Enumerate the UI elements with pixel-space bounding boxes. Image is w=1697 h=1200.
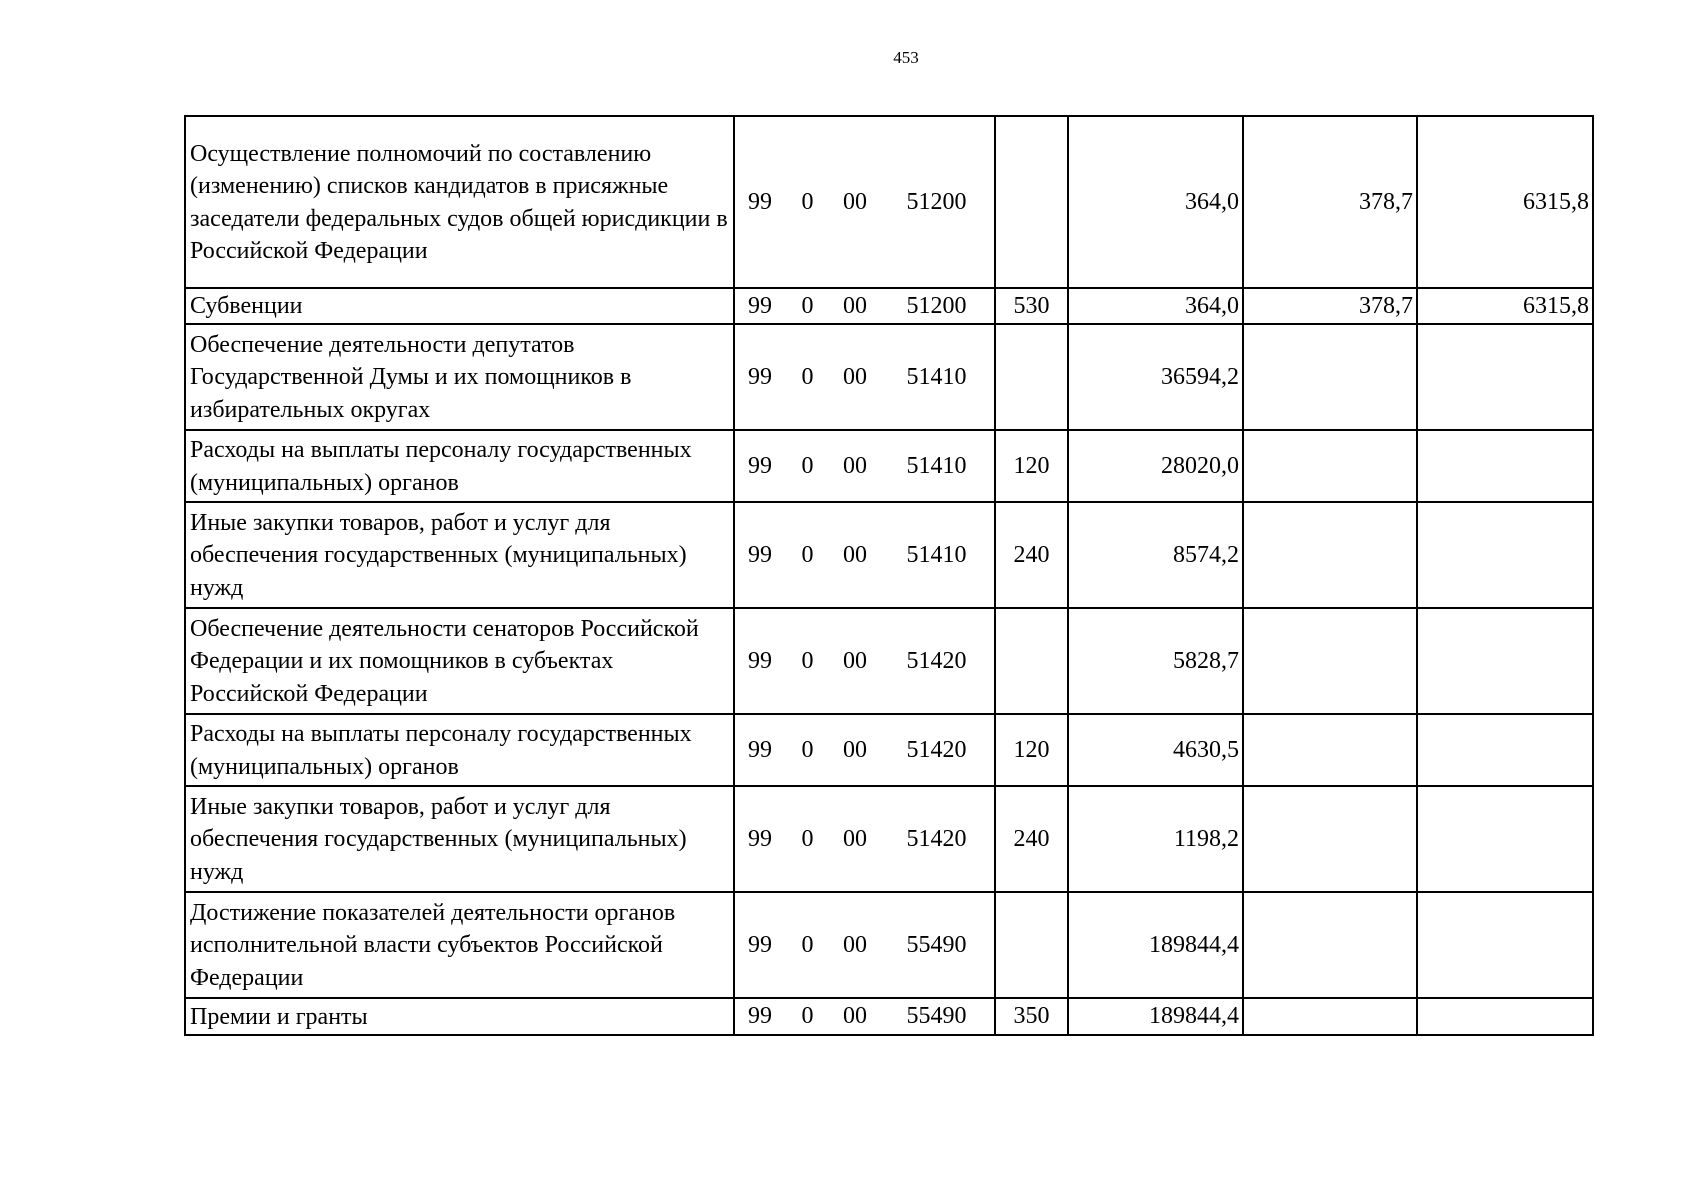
expense-type-code: 120 bbox=[995, 430, 1068, 502]
amount-year-3 bbox=[1417, 714, 1593, 786]
amount-year-1: 364,0 bbox=[1068, 116, 1243, 288]
amount-year-1: 28020,0 bbox=[1068, 430, 1243, 502]
amount-year-3 bbox=[1417, 502, 1593, 608]
table-row bbox=[185, 786, 1593, 892]
table-row bbox=[185, 430, 1593, 502]
code-program: 99 bbox=[748, 188, 772, 215]
expense-type-code bbox=[995, 324, 1068, 430]
code-subprogram: 0 bbox=[801, 541, 814, 568]
table-row bbox=[185, 502, 1593, 608]
code-number: 51200 bbox=[906, 292, 967, 319]
code-subprogram: 0 bbox=[801, 931, 814, 958]
amount-year-1: 4630,5 bbox=[1068, 714, 1243, 786]
amount-year-1: 8574,2 bbox=[1068, 502, 1243, 608]
amount-year-2 bbox=[1243, 714, 1417, 786]
code-program: 99 bbox=[748, 825, 772, 852]
code-direction: 00 bbox=[843, 188, 867, 215]
amount-year-2 bbox=[1243, 608, 1417, 714]
row-name: Расходы на выплаты персоналу государственных (муниципальных) органов bbox=[185, 430, 734, 502]
page-number: 453 bbox=[893, 48, 919, 67]
code-program: 99 bbox=[748, 292, 772, 319]
table-row bbox=[185, 998, 1593, 1035]
amount-year-3 bbox=[1417, 324, 1593, 430]
target-article-code bbox=[734, 324, 995, 430]
amount-year-2 bbox=[1243, 786, 1417, 892]
amount-year-3 bbox=[1417, 608, 1593, 714]
expense-type-code: 350 bbox=[995, 998, 1068, 1035]
code-direction: 00 bbox=[843, 292, 867, 319]
table-row bbox=[185, 324, 1593, 430]
code-number: 51410 bbox=[906, 363, 967, 390]
row-name: Обеспечение деятельности сенаторов Российской Федерации и их помощников в субъектах Российской Федерации bbox=[185, 608, 734, 714]
code-number: 51410 bbox=[906, 452, 967, 479]
amount-year-2 bbox=[1243, 998, 1417, 1035]
amount-year-2 bbox=[1243, 502, 1417, 608]
code-number: 51200 bbox=[906, 188, 967, 215]
target-article-code bbox=[734, 502, 995, 608]
table-row bbox=[185, 714, 1593, 786]
amount-year-2: 378,7 bbox=[1243, 288, 1417, 324]
row-name: Достижение показателей деятельности органов исполнительной власти субъектов Российской Федерации bbox=[185, 892, 734, 998]
code-subprogram: 0 bbox=[801, 1003, 814, 1030]
target-article-code bbox=[734, 714, 995, 786]
code-direction: 00 bbox=[843, 1003, 867, 1030]
code-program: 99 bbox=[748, 931, 772, 958]
amount-year-1: 189844,4 bbox=[1068, 892, 1243, 998]
amount-year-3: 6315,8 bbox=[1417, 288, 1593, 324]
row-name: Премии и гранты bbox=[185, 998, 734, 1035]
target-article-code bbox=[734, 786, 995, 892]
row-name: Осуществление полномочий по составлению (изменению) списков кандидатов в присяжные заседатели федеральных судов общей юрисдикции в Российской Федерации bbox=[185, 116, 734, 288]
code-number: 51420 bbox=[906, 736, 967, 763]
code-number: 55490 bbox=[906, 931, 967, 958]
code-number: 51420 bbox=[906, 647, 967, 674]
amount-year-2 bbox=[1243, 430, 1417, 502]
expense-type-code: 120 bbox=[995, 714, 1068, 786]
table-row bbox=[185, 892, 1593, 998]
code-program: 99 bbox=[748, 736, 772, 763]
code-program: 99 bbox=[748, 363, 772, 390]
code-subprogram: 0 bbox=[801, 363, 814, 390]
budget-table bbox=[184, 115, 1594, 1036]
amount-year-2 bbox=[1243, 892, 1417, 998]
code-direction: 00 bbox=[843, 931, 867, 958]
target-article-code bbox=[734, 288, 995, 324]
expense-type-code: 240 bbox=[995, 786, 1068, 892]
amount-year-3 bbox=[1417, 892, 1593, 998]
code-direction: 00 bbox=[843, 825, 867, 852]
code-direction: 00 bbox=[843, 647, 867, 674]
code-subprogram: 0 bbox=[801, 647, 814, 674]
expense-type-code: 240 bbox=[995, 502, 1068, 608]
row-name: Иные закупки товаров, работ и услуг для обеспечения государственных (муниципальных) нужд bbox=[185, 786, 734, 892]
code-direction: 00 bbox=[843, 541, 867, 568]
target-article-code bbox=[734, 892, 995, 998]
table-row bbox=[185, 608, 1593, 714]
target-article-code bbox=[734, 116, 995, 288]
amount-year-2 bbox=[1243, 324, 1417, 430]
code-direction: 00 bbox=[843, 452, 867, 479]
row-name: Обеспечение деятельности депутатов Государственной Думы и их помощников в избирательных округах bbox=[185, 324, 734, 430]
amount-year-1: 189844,4 bbox=[1068, 998, 1243, 1035]
code-subprogram: 0 bbox=[801, 736, 814, 763]
amount-year-3 bbox=[1417, 998, 1593, 1035]
amount-year-2: 378,7 bbox=[1243, 116, 1417, 288]
code-subprogram: 0 bbox=[801, 825, 814, 852]
expense-type-code bbox=[995, 892, 1068, 998]
code-program: 99 bbox=[748, 647, 772, 674]
code-number: 55490 bbox=[906, 1003, 967, 1030]
amount-year-1: 1198,2 bbox=[1068, 786, 1243, 892]
amount-year-3: 6315,8 bbox=[1417, 116, 1593, 288]
row-name: Иные закупки товаров, работ и услуг для обеспечения государственных (муниципальных) нужд bbox=[185, 502, 734, 608]
amount-year-3 bbox=[1417, 430, 1593, 502]
target-article-code bbox=[734, 608, 995, 714]
code-direction: 00 bbox=[843, 363, 867, 390]
table-row bbox=[185, 116, 1593, 288]
code-subprogram: 0 bbox=[801, 452, 814, 479]
expense-type-code: 530 bbox=[995, 288, 1068, 324]
code-subprogram: 0 bbox=[801, 292, 814, 319]
amount-year-3 bbox=[1417, 786, 1593, 892]
code-program: 99 bbox=[748, 541, 772, 568]
row-name: Субвенции bbox=[185, 288, 734, 324]
code-subprogram: 0 bbox=[801, 188, 814, 215]
table-row bbox=[185, 288, 1593, 324]
code-program: 99 bbox=[748, 1003, 772, 1030]
code-number: 51420 bbox=[906, 825, 967, 852]
expense-type-code bbox=[995, 116, 1068, 288]
code-number: 51410 bbox=[906, 541, 967, 568]
amount-year-1: 36594,2 bbox=[1068, 324, 1243, 430]
target-article-code bbox=[734, 998, 995, 1035]
amount-year-1: 5828,7 bbox=[1068, 608, 1243, 714]
code-direction: 00 bbox=[843, 736, 867, 763]
expense-type-code bbox=[995, 608, 1068, 714]
code-program: 99 bbox=[748, 452, 772, 479]
amount-year-1: 364,0 bbox=[1068, 288, 1243, 324]
target-article-code bbox=[734, 430, 995, 502]
row-name: Расходы на выплаты персоналу государственных (муниципальных) органов bbox=[185, 714, 734, 786]
